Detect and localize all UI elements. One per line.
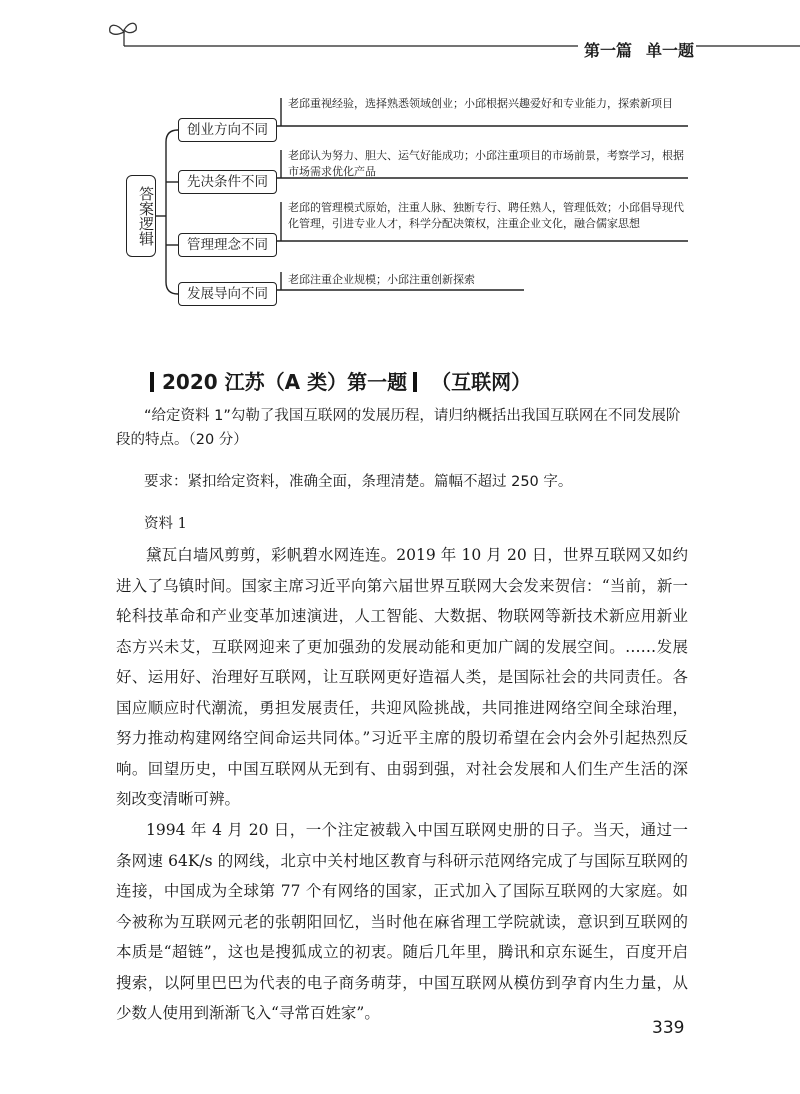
page-number: 339 [652,1018,685,1038]
section-title [150,366,531,395]
sprout-icon [110,23,137,46]
branch-description: 老邱注重企业规模；小邱注重创新探索 [288,273,475,286]
branch-label: 创业方向不同 [178,118,277,142]
material-paragraph: 1994 年 4 月 20 日，一个注定被载入中国互联网史册的日子。当天，通过一条网速 64K/s 的网线，北京中关村地区教育与科研示范网络完成了与国际互联网的连接，中国成为全球第 77 个有网络的国家，正式加入了国际互联网的大家庭。如今被称为互联网元老的张朝阳回忆，当时他在麻省理工学院就读，意识到互联网的本质是“超链”，这也是搜狐成立的初衷。随后几年里，腾讯和京东诞生，百度开启搜索，以阿里巴巴为代表的电子商务萌芽，中国互联网从模仿到孕育内生力量，从少数人使用到渐渐飞入“寻常百姓家”。 [116,821,688,1022]
branch-description: 老邱的管理模式原始，注重人脉、独断专行、聘任熟人，管理低效；小邱倡导现代化管理，引进专业人才，科学分配决策权，注重企业文化，融合儒家思想 [288,201,684,230]
section-topic: （互联网） [431,370,532,394]
branch-label: 先决条件不同 [178,170,277,194]
material-paragraph: 黛瓦白墙风剪剪，彩帆碧水网连连。2019 年 10 月 20 日，世界互联网又如约进入了乌镇时间。国家主席习近平向第六届世界互联网大会发来贺信：“当前，新一轮科技革命和产业变革加速演进，人工智能、大数据、物联网等新技术新应用新业态方兴未艾，互联网迎来了更加强劲的发展动能和更加广阔的发展空间。……发展好、运用好、治理好互联网，让互联网更好造福人类，是国际社会的共同责任。各国应顺应时代潮流，勇担发展责任，共迎风险挑战，共同推进网络空间全球治理，努力推动构建网络空间命运共同体。”习近平主席的殷切希望在会内会外引起热烈反响。回望历史，中国互联网从无到有、由弱到强，对社会发展和人们生产生活的深刻改变清晰可辨。 [116,546,688,808]
branch-description: 老邱重视经验，选择熟悉领域创业；小邱根据兴趣爱好和专业能力，探索新项目 [288,97,673,110]
branch-label: 发展导向不同 [178,282,277,306]
title-bar-icon [150,372,154,392]
page-header [0,0,800,70]
answer-logic-diagram [0,80,800,320]
header-title [584,38,694,61]
branch-label: 管理理念不同 [178,233,277,257]
title-bar-icon [413,372,417,392]
question-text: “给定资料 1”勾勒了我国互联网的发展历程，请归纳概括出我国互联网在不同发展阶段的特点。（20 分） [116,408,681,448]
header-chapter: 单一题 [646,41,695,60]
section-title-text: 2020 江苏（A 类）第一题 [162,370,408,394]
header-part: 第一篇 [584,41,633,60]
diagram-root: 答案逻辑 [126,175,156,257]
material-label: 资料 1 [144,516,187,532]
requirement-text: 要求：紧扣给定资料，准确全面，条理清楚。篇幅不超过 250 字。 [144,474,573,490]
branch-description: 老邱认为努力、胆大、运气好能成功；小邱注重项目的市场前景，考察学习，根据市场需求优化产品 [288,149,684,178]
